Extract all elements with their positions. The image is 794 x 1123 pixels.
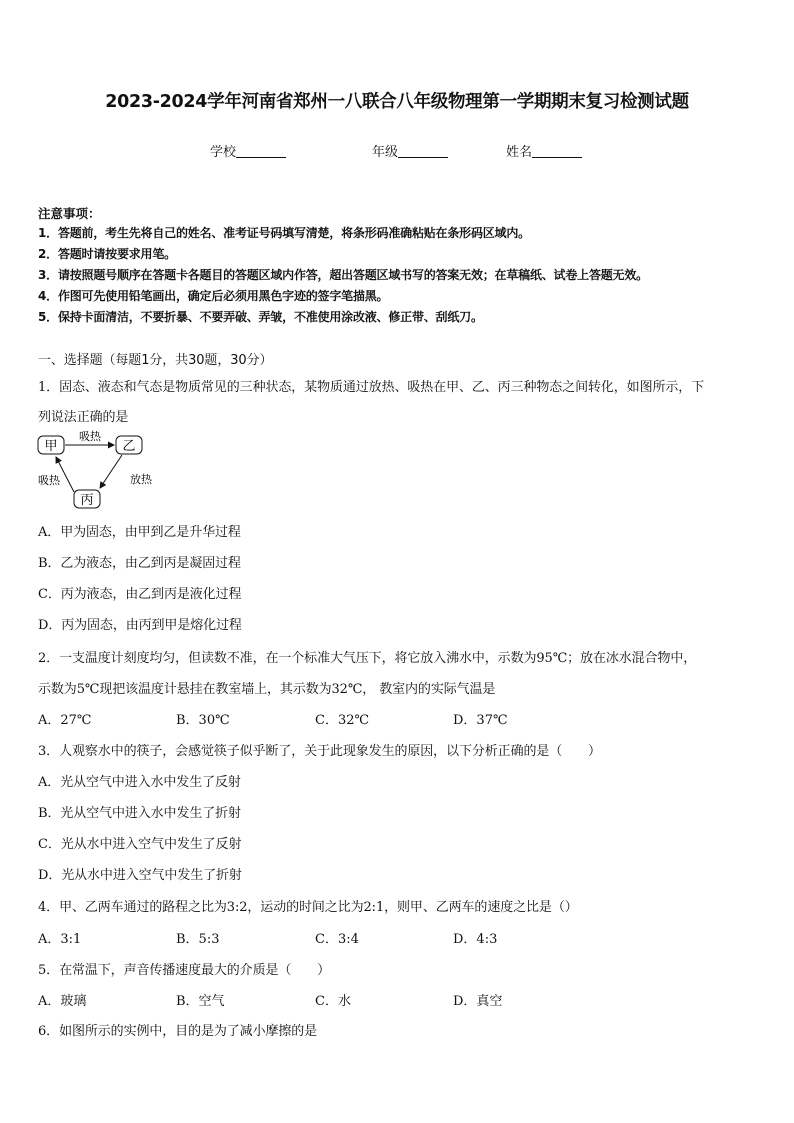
right-arrow-label: 放热 (130, 473, 152, 486)
q4-option-a: A．3:1 (38, 932, 82, 947)
q3-stem: 3．人观察水中的筷子，会感觉筷子似乎断了，关于此现象发生的原因，以下分析正确的是（ ） (38, 744, 601, 759)
state-change-diagram (34, 426, 164, 516)
name-label: 姓名 (506, 145, 533, 160)
q1-option-d: D．丙为固态，由丙到甲是熔化过程 (38, 618, 242, 633)
q2-stem-line2: 示数为5℃现把该温度计悬挂在教室墙上，其示数为32℃， 教室内的实际气温是 (38, 682, 496, 697)
q4-option-d: D．4:3 (453, 932, 498, 947)
jia-label: 甲 (44, 439, 58, 454)
left-arrow-label: 吸热 (38, 474, 60, 487)
q5-stem: 5．在常温下，声音传播速度最大的介质是（ ） (38, 963, 330, 978)
q2-option-d: D．37℃ (453, 713, 508, 728)
section-heading: 一、选择题（每题1分，共30题，30分） (38, 353, 273, 368)
q3-option-c: C．光从水中进入空气中发生了反射 (38, 837, 242, 852)
q4-option-c: C．3:4 (315, 932, 359, 947)
q1-option-b: B．乙为液态，由乙到丙是凝固过程 (38, 556, 241, 571)
grade-blank (398, 145, 448, 158)
q4-option-b: B．5:3 (176, 932, 220, 947)
yi-label: 乙 (122, 439, 136, 454)
school-field (210, 141, 286, 160)
q3-option-a: A．光从空气中进入水中发生了反射 (38, 775, 241, 790)
notice-heading: 注意事项： (38, 206, 101, 221)
q3-option-d: D．光从水中进入空气中发生了折射 (38, 868, 242, 883)
q1-stem-line1: 1．固态、液态和气态是物质常见的三种状态，某物质通过放热、吸热在甲、乙、丙三种物态之间转化，如图所示，下 (38, 380, 705, 395)
notice-item: 4．作图可先使用铅笔画出，确定后必须用黑色字迹的签字笔描黑。 (38, 289, 389, 303)
school-label: 学校 (210, 145, 237, 160)
q1-stem-line2: 列说法正确的是 (38, 410, 129, 425)
school-blank (236, 145, 286, 158)
q5-option-a: A．玻璃 (38, 994, 87, 1009)
q2-stem-line1: 2．一支温度计刻度均匀，但读数不准，在一个标准大气压下，将它放入沸水中，示数为95℃；放在冰水混合物中， (38, 651, 697, 666)
q4-stem: 4．甲、乙两车通过的路程之比为3:2，运动的时间之比为2:1，则甲、乙两车的速度之比是（） (38, 900, 578, 915)
grade-label: 年级 (372, 145, 399, 160)
name-field (506, 141, 582, 160)
q5-option-b: B．空气 (176, 994, 225, 1009)
q2-option-b: B．30℃ (176, 713, 230, 728)
notice-item: 5．保持卡面清洁，不要折暴、不要弄破、弄皱，不准使用涂改液、修正带、刮纸刀。 (38, 310, 483, 324)
q1-option-c: C．丙为液态，由乙到丙是液化过程 (38, 587, 242, 602)
q5-option-c: C．水 (315, 994, 351, 1009)
q5-option-d: D．真空 (453, 994, 503, 1009)
q2-option-a: A．27℃ (38, 713, 92, 728)
q3-option-b: B．光从空气中进入水中发生了折射 (38, 806, 241, 821)
notice-item: 3．请按照题号顺序在答题卡各题目的答题区域内作答，超出答题区域书写的答案无效；在草稿纸、试卷上答题无效。 (38, 268, 648, 282)
notice-item: 2．答题时请按要求用笔。 (38, 247, 176, 261)
bing-label: 丙 (80, 493, 94, 508)
top-arrow-label: 吸热 (79, 430, 101, 443)
q2-option-c: C．32℃ (315, 713, 370, 728)
grade-field (372, 141, 448, 160)
exam-title: 2023-2024学年河南省郑州一八联合八年级物理第一学期期末复习检测试题 (105, 92, 689, 112)
q1-option-a: A．甲为固态，由甲到乙是升华过程 (38, 525, 241, 540)
notice-item: 1．答题前，考生先将自己的姓名、准考证号码填写清楚，将条形码准确粘贴在条形码区域内。 (38, 226, 530, 240)
q6-stem: 6．如图所示的实例中，目的是为了减小摩擦的是 (38, 1024, 318, 1039)
name-blank (532, 145, 582, 158)
arrow-yi-to-bing (100, 455, 122, 488)
